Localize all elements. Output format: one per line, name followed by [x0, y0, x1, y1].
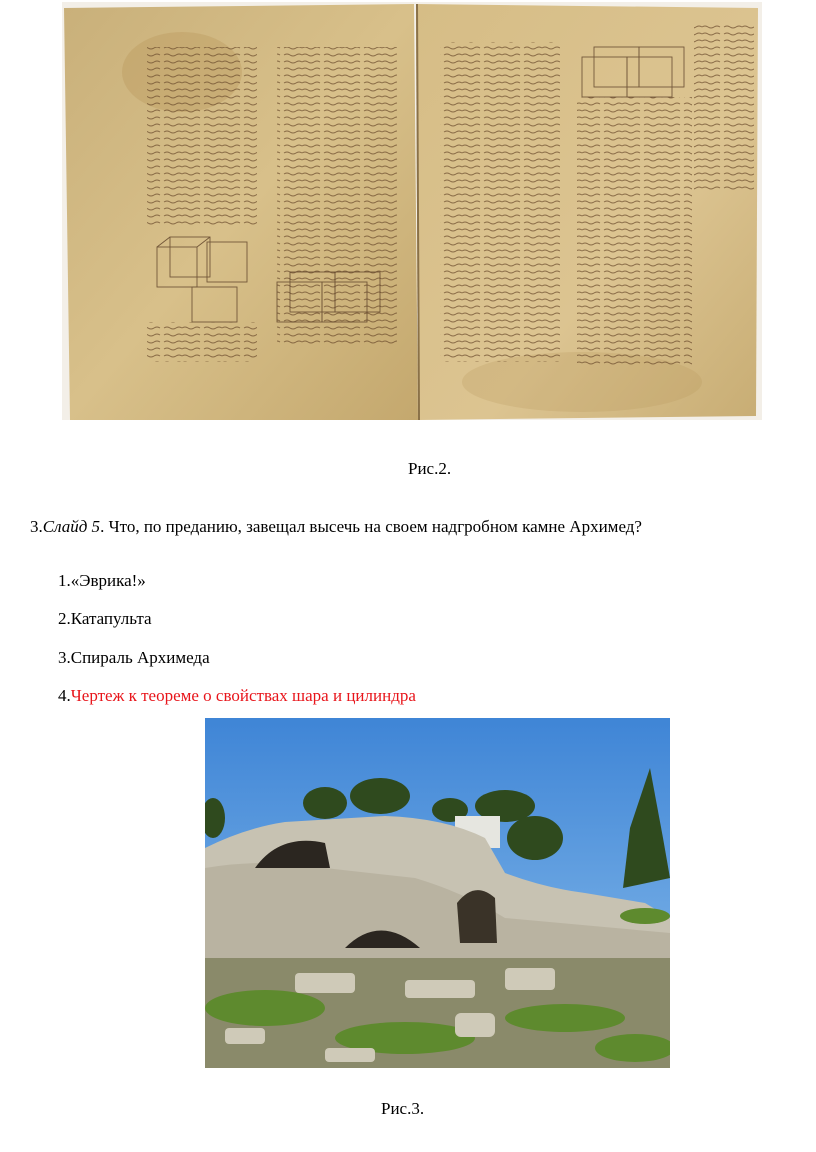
option-text: Катапульта [70, 609, 152, 628]
figure-caption-3: Рис.3. [381, 1099, 425, 1118]
answer-option-4-correct [58, 686, 416, 706]
tomb-photo [205, 718, 670, 1068]
option-number: 4. [58, 686, 71, 705]
question-text: . Что, по преданию, завещал высечь на своем надгробном камне Архимед? [100, 517, 642, 536]
answer-option-1 [58, 571, 146, 591]
option-number: 3. [58, 648, 71, 667]
option-number: 1. [58, 571, 71, 590]
slide-label: Слайд 5 [42, 517, 101, 536]
answer-option-3 [58, 648, 210, 668]
answer-option-2 [58, 609, 152, 629]
question-number: 3. [30, 517, 43, 536]
option-text-correct: Чертеж к теореме о свойствах шара и цилиндра [70, 686, 416, 705]
option-text: Спираль Архимеда [70, 648, 210, 667]
option-number: 2. [58, 609, 71, 628]
manuscript-image [62, 2, 762, 420]
question [30, 517, 642, 537]
figure-caption-2: Рис.2. [408, 459, 452, 478]
option-text: «Эврика!» [70, 571, 146, 590]
